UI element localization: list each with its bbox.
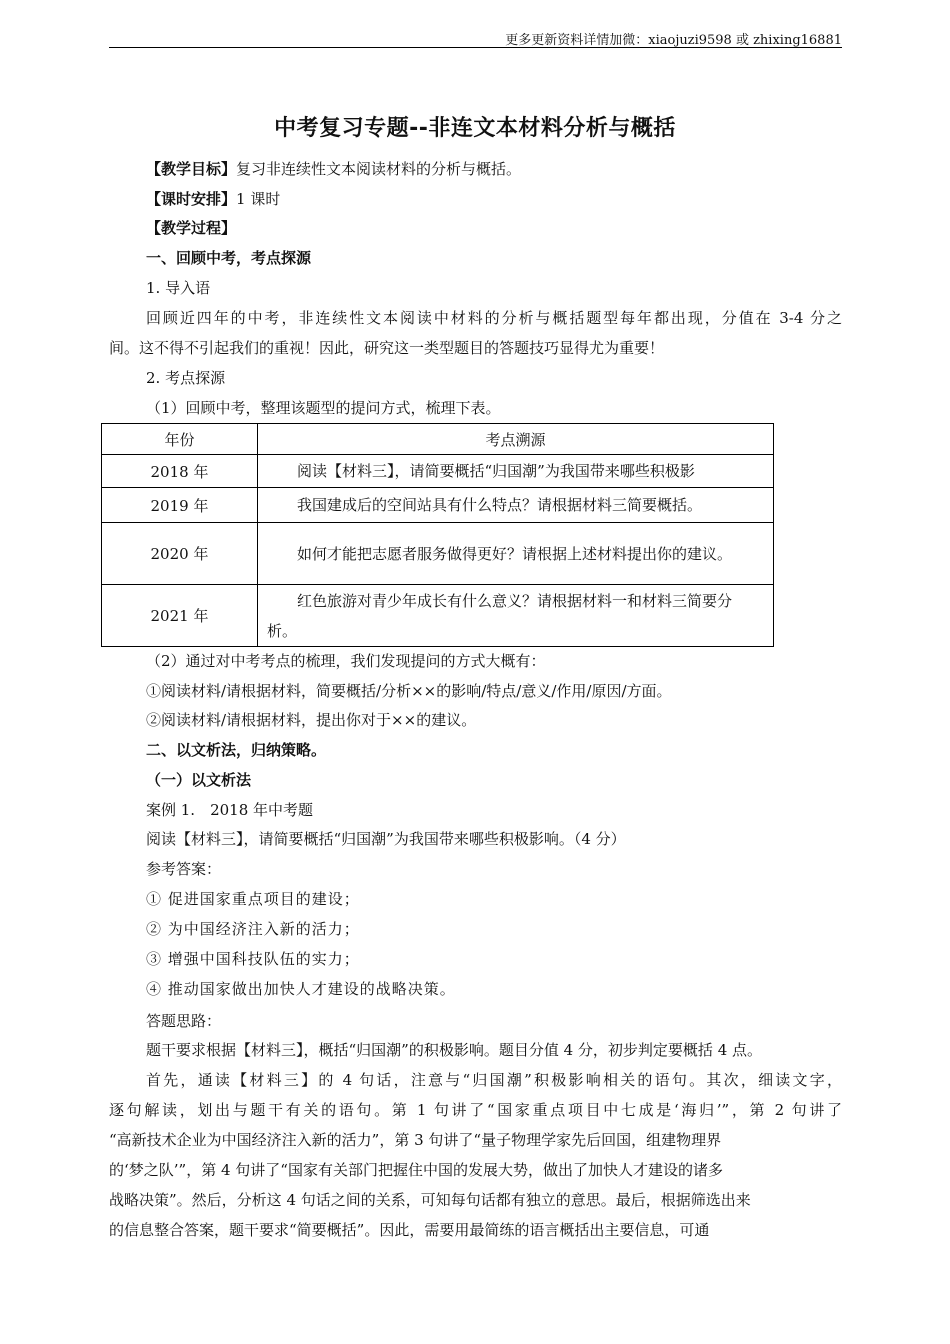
step-2-text: （2）通过对中考考点的梳理，我们发现提问的方式大概有： — [146, 652, 546, 670]
answer-label: 参考答案： — [146, 860, 222, 878]
answer-item: ③ 增强中国科技队伍的实力； — [146, 950, 360, 968]
table-cell-question: 阅读【材料三】，请简要概括“归国潮”为我国带来哪些积极影 — [258, 455, 774, 488]
table-row — [102, 488, 774, 523]
thinking-line: 的信息整合答案，题干要求“简要概括”。因此，需要用最简练的语言概括出主要信息，可通 — [109, 1221, 710, 1239]
section2-subheading: （一）以文析法 — [146, 771, 252, 789]
class-schedule — [146, 189, 280, 209]
table-cell-year: 2019 年 — [102, 488, 258, 523]
teaching-goal — [146, 159, 521, 179]
table-header-year: 年份 — [102, 424, 258, 455]
table-cell-year: 2021 年 — [102, 585, 258, 647]
thinking-line: 的‘梦之队’”，第 4 句讲了“国家有关部门把握住中国的发展大势，做出了加快人才建设的诸多 — [109, 1161, 723, 1179]
answer-item: ① 促进国家重点项目的建设； — [146, 890, 360, 908]
table-cell-question: 我国建成后的空间站具有什么特点？请根据材料三简要概括。 — [258, 488, 774, 523]
thinking-line: 逐句解读，划出与题干有关的语句。第 1 句讲了“国家重点项目中七成是‘海归’”，第 2 句讲了 — [109, 1101, 842, 1119]
intro-text-line-2: 间。这不得不引起我们的重视！因此，研究这一类型题目的答题技巧显得尤为重要！ — [109, 339, 665, 357]
case-question: 阅读【材料三】，请简要概括“归国潮”为我国带来哪些积极影响。（4 分） — [146, 830, 626, 848]
section2-heading: 二、以文析法，归纳策略。 — [146, 741, 327, 759]
teaching-goal-label: 【教学目标】 — [146, 160, 237, 178]
table-row — [102, 455, 774, 488]
step-1-text: （1）回顾中考，整理该题型的提问方式，梳理下表。 — [146, 399, 501, 417]
header-divider — [109, 47, 842, 48]
question-pattern-2: ②阅读材料/请根据材料，提出你对于××的建议。 — [146, 711, 477, 729]
answer-item: ④ 推动国家做出加快人才建设的战略决策。 — [146, 980, 456, 998]
table-cell-question: 如何才能把志愿者服务做得更好？请根据上述材料提出你的建议。 — [258, 523, 774, 585]
table-cell-year: 2018 年 — [102, 455, 258, 488]
answer-item: ② 为中国经济注入新的活力； — [146, 920, 360, 938]
question-pattern-1: ①阅读材料/请根据材料，简要概括/分析××的影响/特点/意义/作用/原因/方面。 — [146, 682, 672, 700]
thinking-line: 题干要求根据【材料三】，概括“归国潮”的积极影响。题目分值 4 分，初步判定要概括 4 点。 — [146, 1041, 763, 1059]
header-note: 更多更新资料详情加微：xiaojuzi9598 或 zhixing16881 — [505, 33, 842, 48]
page-title: 中考复习专题--非连文本材料分析与概括 — [274, 116, 676, 141]
teaching-process-label: 【教学过程】 — [146, 219, 237, 237]
table-header-source: 考点溯源 — [258, 424, 774, 455]
table-cell-year: 2020 年 — [102, 523, 258, 585]
source-heading: 2. 考点探源 — [146, 369, 226, 387]
teaching-goal-text: 复习非连续性文本阅读材料的分析与概括。 — [236, 160, 522, 178]
exam-question-table — [101, 423, 774, 647]
thinking-line: “高新技术企业为中国经济注入新的活力”，第 3 句讲了“量子物理学家先后回国，组建物理界 — [109, 1131, 722, 1149]
table-header-row — [102, 424, 774, 455]
thinking-line: 首先，通读【材料三】的 4 句话，注意与“归国潮”积极影响相关的语句。其次，细读文字， — [146, 1071, 842, 1089]
case-title: 案例 1. 2018 年中考题 — [146, 801, 314, 819]
thinking-line: 战略决策”。然后，分析这 4 句话之间的关系，可知每句话都有独立的意思。最后，根据筛选出来 — [109, 1191, 751, 1209]
thinking-label: 答题思路： — [146, 1012, 222, 1030]
table-cell-question: 红色旅游对青少年成长有什么意义？请根据材料一和材料三简要分析。 — [258, 585, 774, 647]
intro-heading: 1. 导入语 — [146, 279, 211, 297]
class-schedule-label: 【课时安排】 — [146, 190, 237, 208]
intro-text-line-1: 回顾近四年的中考，非连续性文本阅读中材料的分析与概括题型每年都出现，分值在 3-4 分之 — [146, 309, 842, 327]
section1-heading: 一、回顾中考，考点探源 — [146, 249, 312, 267]
table-row — [102, 523, 774, 585]
class-schedule-text: 1 课时 — [236, 190, 281, 208]
table-row — [102, 585, 774, 647]
